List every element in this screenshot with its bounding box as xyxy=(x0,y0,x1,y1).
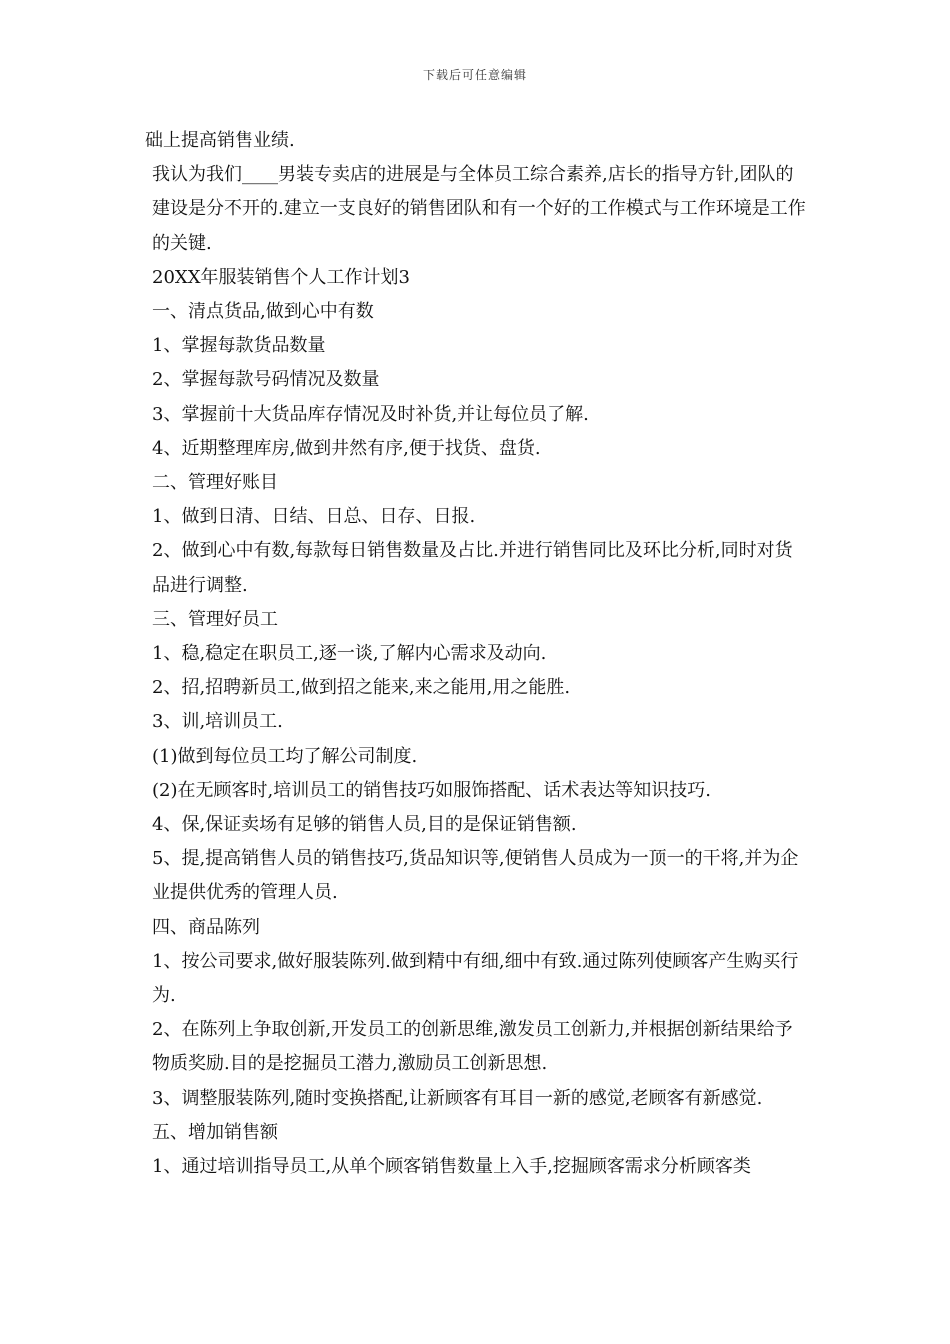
paragraph: 1、掌握每款货品数量 xyxy=(152,335,326,357)
paragraph: 4、近期整理库房,做到井然有序,便于找货、盘货. xyxy=(152,437,541,459)
paragraph: 2、在陈列上争取创新,开发员工的创新思维,激发员工创新力,并根据创新结果给予物质奖励.目的是挖掘员工潜力,激励员工创新思想. xyxy=(152,1019,793,1075)
paragraph: (1)做到每位员工均了解公司制度. xyxy=(152,745,418,767)
document-body xyxy=(145,124,810,1184)
page-header: 下载后可任意编辑 xyxy=(422,68,527,82)
paragraph: 20XX年服装销售个人工作计划3 xyxy=(152,266,410,288)
paragraph: 3、训,培训员工. xyxy=(152,711,283,733)
paragraph: 2、做到心中有数,每款每日销售数量及占比.并进行销售同比及环比分析,同时对货品进行调整. xyxy=(152,540,793,596)
paragraph: 二、管理好账目 xyxy=(152,472,278,494)
paragraph: 3、掌握前十大货品库存情况及时补货,并让每位员了解. xyxy=(152,403,589,425)
paragraph: 3、调整服装陈列,随时变换搭配,让新顾客有耳目一新的感觉,老顾客有新感觉. xyxy=(152,1087,763,1109)
paragraph: 5、提,提高销售人员的销售技巧,货品知识等,便销售人员成为一顶一的干将,并为企业提供优秀的管理人员. xyxy=(152,848,799,904)
paragraph: 础上提高销售业绩. xyxy=(145,130,295,151)
paragraph: 我认为我们____男装专卖店的进展是与全体员工综合素养,店长的指导方针,团队的建设是分不开的.建立一支良好的销售团队和有一个好的工作模式与工作环境是工作的关键. xyxy=(152,164,806,254)
paragraph: 五、增加销售额 xyxy=(152,1121,278,1143)
paragraph: 一、清点货品,做到心中有数 xyxy=(152,301,374,323)
paragraph: 四、商品陈列 xyxy=(152,916,260,938)
paragraph: 1、做到日清、日结、日总、日存、日报. xyxy=(152,506,476,528)
paragraph: 4、保,保证卖场有足够的销售人员,目的是保证销售额. xyxy=(152,814,577,836)
paragraph: 三、管理好员工 xyxy=(152,608,278,630)
paragraph: (2)在无顾客时,培训员工的销售技巧如服饰搭配、话术表达等知识技巧. xyxy=(152,779,711,801)
paragraph: 1、稳,稳定在职员工,逐一谈,了解内心需求及动向. xyxy=(152,643,547,665)
paragraph: 1、按公司要求,做好服装陈列.做到精中有细,细中有致.通过陈列使顾客产生购买行为. xyxy=(152,950,799,1007)
paragraph: 2、招,招聘新员工,做到招之能来,来之能用,用之能胜. xyxy=(152,677,571,699)
paragraph: 2、掌握每款号码情况及数量 xyxy=(152,369,380,391)
paragraph: 1、通过培训指导员工,从单个顾客销售数量上入手,挖掘顾客需求分析顾客类 xyxy=(152,1156,751,1178)
